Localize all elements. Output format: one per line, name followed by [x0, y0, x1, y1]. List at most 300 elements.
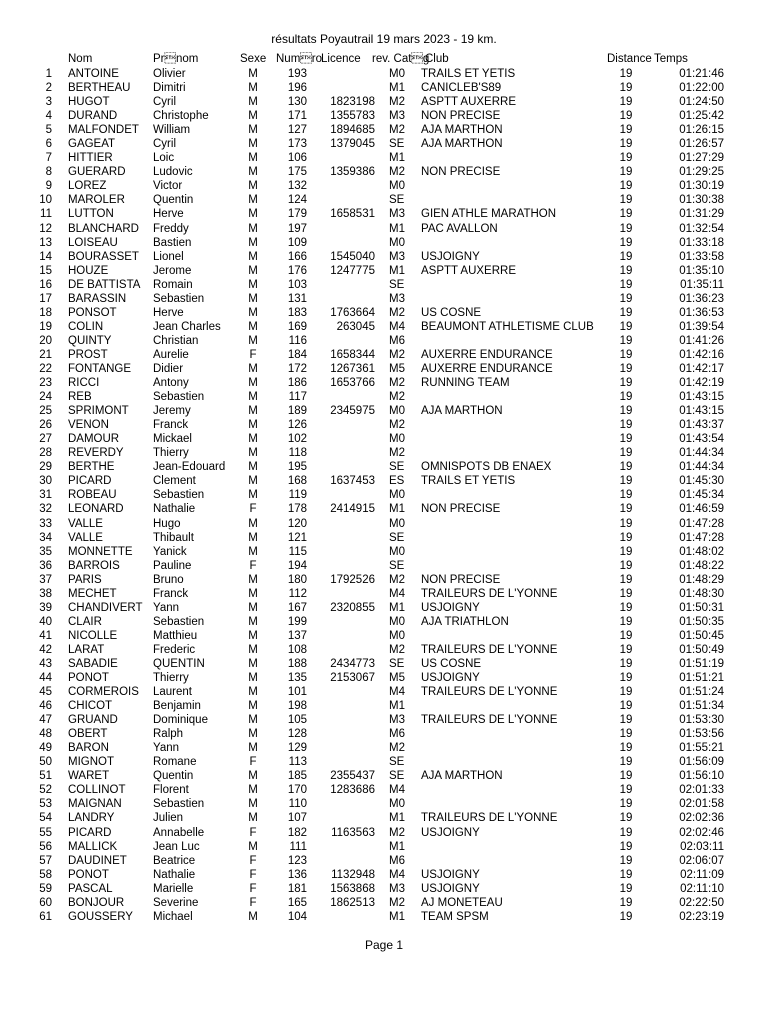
cell-categorie: M6 [389, 334, 405, 347]
cell-nom: SABADIE [68, 657, 118, 670]
cell-sexe: M [248, 320, 258, 333]
cell-categorie: M0 [389, 629, 405, 642]
cell-sexe: M [248, 222, 258, 235]
page-footer: Page 1 [364, 938, 404, 952]
cell-numero: 186 [287, 377, 307, 390]
table-row [0, 320, 768, 334]
cell-place: 51 [39, 770, 52, 783]
cell-numero: 197 [287, 222, 307, 235]
cell-temps: 01:48:29 [679, 573, 724, 586]
cell-club: TRAILS ET YETIS [421, 475, 516, 488]
cell-sexe: M [248, 770, 258, 783]
cell-prenom: Quentin [153, 770, 194, 783]
cell-numero: 195 [287, 461, 307, 474]
cell-sexe: F [249, 826, 257, 839]
table-row [0, 460, 768, 474]
cell-categorie: M1 [389, 264, 405, 277]
table-row [0, 811, 768, 825]
cell-club: AJA MARTHON [421, 770, 503, 783]
cell-distance: 19 [619, 419, 633, 432]
cell-distance: 19 [619, 770, 633, 783]
cell-temps: 01:50:49 [679, 643, 724, 656]
cell-temps: 02:11:10 [680, 882, 724, 895]
cell-club: GIEN ATHLE MARATHON [421, 208, 557, 221]
cell-nom: CHICOT [68, 700, 113, 713]
cell-distance: 19 [619, 854, 633, 867]
cell-nom: DURAND [68, 110, 118, 123]
cell-categorie: M3 [389, 714, 405, 727]
table-row [0, 573, 768, 587]
table-row [0, 517, 768, 531]
cell-sexe: M [248, 629, 258, 642]
cell-temps: 01:33:58 [679, 250, 724, 263]
cell-licence: 1658344 [330, 348, 375, 361]
cell-nom: MONNETTE [68, 545, 133, 558]
cell-club: AJA TRIATHLON [421, 615, 509, 628]
cell-sexe: M [248, 686, 258, 699]
cell-categorie: M1 [389, 82, 405, 95]
cell-numero: 136 [287, 868, 307, 881]
cell-distance: 19 [619, 447, 633, 460]
cell-place: 13 [39, 236, 52, 249]
cell-prenom: Laurent [153, 686, 193, 699]
cell-prenom: Florent [153, 784, 189, 797]
cell-place: 29 [39, 461, 52, 474]
cell-prenom: Beatrice [153, 854, 196, 867]
cell-place: 46 [39, 700, 52, 713]
cell-distance: 19 [619, 686, 633, 699]
cell-place: 24 [39, 391, 52, 404]
cell-club: USJOIGNY [421, 601, 480, 614]
cell-place: 26 [39, 419, 52, 432]
cell-prenom: Thibault [153, 531, 194, 544]
table-row [0, 137, 768, 151]
cell-licence: 1658531 [330, 208, 375, 221]
cell-place: 6 [45, 138, 52, 151]
cell-prenom: Sebastien [153, 292, 205, 305]
cell-place: 40 [39, 615, 52, 628]
cell-distance: 19 [619, 391, 633, 404]
cell-distance: 19 [619, 559, 633, 572]
cell-distance: 19 [619, 250, 633, 263]
cell-temps: 01:56:09 [679, 756, 724, 769]
cell-categorie: M1 [389, 840, 405, 853]
cell-prenom: William [153, 124, 191, 137]
cell-temps: 01:48:02 [679, 545, 724, 558]
table-row [0, 671, 768, 685]
cell-categorie: M4 [389, 587, 405, 600]
cell-categorie: M0 [389, 798, 405, 811]
cell-temps: 01:27:29 [679, 152, 724, 165]
cell-nom: SPRIMONT [68, 405, 129, 418]
cell-temps: 01:43:15 [679, 405, 724, 418]
cell-sexe: M [248, 180, 258, 193]
cell-place: 2 [45, 82, 52, 95]
cell-place: 45 [39, 686, 52, 699]
cell-licence: 2345975 [330, 405, 375, 418]
table-row [0, 601, 768, 615]
cell-categorie: M2 [389, 306, 405, 319]
cell-distance: 19 [619, 882, 633, 895]
cell-numero: 131 [287, 292, 307, 305]
cell-distance: 19 [619, 615, 633, 628]
cell-distance: 19 [619, 68, 633, 80]
cell-numero: 111 [289, 840, 307, 853]
cell-categorie: M2 [389, 377, 405, 390]
cell-temps: 02:23:19 [679, 910, 724, 923]
cell-place: 21 [39, 348, 52, 361]
cell-sexe: M [248, 306, 258, 319]
cell-numero: 180 [287, 573, 307, 586]
cell-categorie: M3 [389, 208, 405, 221]
table-row [0, 531, 768, 545]
cell-prenom: Jean Charles [153, 320, 221, 333]
cell-numero: 168 [287, 475, 307, 488]
cell-club: AJA MARTHON [421, 405, 503, 418]
cell-place: 20 [39, 334, 52, 347]
cell-categorie: M2 [389, 573, 405, 586]
cell-sexe: M [248, 742, 258, 755]
cell-nom: PARIS [68, 573, 102, 586]
table-row [0, 474, 768, 488]
cell-prenom: Ralph [153, 728, 184, 741]
cell-club: AJA MARTHON [421, 124, 503, 137]
cell-sexe: M [248, 391, 258, 404]
cell-nom: MALFONDET [68, 124, 139, 137]
cell-club: CANICLEB'S89 [421, 82, 502, 95]
cell-nom: BOURASSET [68, 250, 139, 263]
cell-place: 19 [39, 320, 52, 333]
cell-distance: 19 [619, 545, 633, 558]
cell-numero: 169 [287, 320, 307, 333]
cell-prenom: Sebastien [153, 489, 205, 502]
cell-prenom: Olivier [153, 68, 186, 80]
cell-nom: ANTOINE [68, 68, 119, 80]
cell-club: BEAUMONT ATHLETISME CLUB [421, 320, 594, 333]
cell-numero: 170 [287, 784, 307, 797]
cell-sexe: M [248, 798, 258, 811]
cell-temps: 01:51:19 [679, 657, 724, 670]
cell-temps: 01:35:10 [679, 264, 724, 277]
header-temps: Temps [654, 53, 688, 65]
cell-club: USJOIGNY [421, 882, 480, 895]
cell-distance: 19 [619, 489, 633, 502]
cell-place: 18 [39, 306, 52, 319]
cell-numero: 109 [287, 236, 307, 249]
cell-nom: REVERDY [68, 447, 124, 460]
cell-temps: 02:06:07 [679, 854, 724, 867]
cell-club: USJOIGNY [421, 250, 480, 263]
cell-prenom: Jerome [153, 264, 192, 277]
cell-nom: VENON [68, 419, 109, 432]
cell-distance: 19 [619, 138, 633, 151]
table-row [0, 376, 768, 390]
table-row [0, 222, 768, 236]
table-row [0, 81, 768, 95]
table-row [0, 179, 768, 193]
cell-numero: 175 [287, 166, 307, 179]
cell-numero: 179 [287, 208, 307, 221]
table-row [0, 123, 768, 137]
cell-categorie: M1 [389, 601, 405, 614]
cell-nom: NICOLLE [68, 629, 118, 642]
cell-temps: 01:45:30 [679, 475, 724, 488]
cell-club: TRAILEURS DE L'YONNE [421, 587, 558, 600]
cell-temps: 01:35:11 [680, 278, 724, 291]
cell-numero: 178 [287, 503, 307, 516]
table-row [0, 306, 768, 320]
table-row [0, 278, 768, 292]
cell-club: ASPTT AUXERRE [421, 96, 517, 109]
cell-club: TRAILEURS DE L'YONNE [421, 714, 558, 727]
table-row [0, 910, 768, 924]
table-row [0, 67, 768, 81]
cell-licence: 1545040 [330, 250, 375, 263]
cell-distance: 19 [619, 433, 633, 446]
cell-numero: 196 [287, 82, 307, 95]
cell-temps: 02:03:11 [680, 840, 724, 853]
cell-temps: 01:45:34 [679, 489, 724, 502]
cell-categorie: M2 [389, 419, 405, 432]
cell-temps: 02:02:46 [679, 826, 724, 839]
cell-prenom: Herve [153, 306, 184, 319]
cell-categorie: M5 [389, 362, 405, 375]
table-row [0, 559, 768, 573]
cell-nom: LANDRY [68, 812, 115, 825]
cell-place: 38 [39, 587, 52, 600]
cell-numero: 115 [288, 545, 307, 558]
cell-numero: 102 [287, 433, 307, 446]
cell-club: AUXERRE ENDURANCE [421, 348, 553, 361]
cell-place: 7 [45, 152, 52, 165]
cell-distance: 19 [619, 362, 633, 375]
cell-sexe: M [248, 68, 258, 80]
cell-place: 35 [39, 545, 52, 558]
cell-sexe: M [248, 672, 258, 685]
header-nom: Nom [68, 53, 93, 65]
cell-prenom: Thierry [153, 447, 189, 460]
cell-numero: 130 [287, 96, 307, 109]
cell-distance: 19 [619, 377, 633, 390]
cell-prenom: Romane [153, 756, 197, 769]
cell-place: 15 [39, 264, 52, 277]
cell-sexe: M [248, 545, 258, 558]
cell-prenom: Romain [153, 278, 193, 291]
cell-place: 16 [39, 278, 52, 291]
cell-prenom: QUENTIN [153, 657, 205, 670]
cell-distance: 19 [619, 784, 633, 797]
cell-distance: 19 [619, 798, 633, 811]
header-licence: Licence [321, 53, 361, 65]
cell-nom: PROST [68, 348, 108, 361]
cell-numero: 107 [287, 812, 307, 825]
cell-licence: 1267361 [330, 362, 375, 375]
cell-prenom: Yanick [153, 545, 187, 558]
cell-sexe: M [248, 489, 258, 502]
table-row [0, 390, 768, 404]
cell-categorie: M4 [389, 686, 405, 699]
cell-place: 42 [39, 643, 52, 656]
cell-club: AJA MARTHON [421, 138, 503, 151]
cell-temps: 01:47:28 [679, 531, 724, 544]
cell-numero: 185 [287, 770, 307, 783]
cell-distance: 19 [619, 96, 633, 109]
table-row [0, 446, 768, 460]
cell-club: AUXERRE ENDURANCE [421, 362, 553, 375]
table-row [0, 587, 768, 601]
cell-prenom: Yann [153, 742, 180, 755]
cell-numero: 183 [287, 306, 307, 319]
cell-sexe: F [249, 896, 257, 909]
cell-sexe: M [248, 82, 258, 95]
cell-temps: 01:53:30 [679, 714, 724, 727]
cell-club: USJOIGNY [421, 672, 480, 685]
cell-distance: 19 [619, 672, 633, 685]
cell-numero: 105 [287, 714, 307, 727]
cell-categorie: M3 [389, 882, 405, 895]
table-row [0, 95, 768, 109]
table-row [0, 348, 768, 362]
cell-nom: PICARD [68, 475, 112, 488]
cell-nom: LARAT [68, 643, 105, 656]
cell-temps: 01:30:38 [679, 194, 724, 207]
cell-prenom: Quentin [153, 194, 194, 207]
cell-prenom: Franck [153, 587, 189, 600]
cell-prenom: Pauline [153, 559, 192, 572]
cell-place: 53 [39, 798, 52, 811]
cell-prenom: Marielle [153, 882, 194, 895]
cell-distance: 19 [619, 503, 633, 516]
cell-categorie: M1 [389, 910, 405, 923]
cell-distance: 19 [619, 152, 633, 165]
cell-categorie: M0 [389, 180, 405, 193]
cell-prenom: Loic [153, 152, 175, 165]
cell-distance: 19 [619, 601, 633, 614]
cell-nom: PONSOT [68, 306, 117, 319]
cell-prenom: Bruno [153, 573, 184, 586]
cell-nom: LUTTON [68, 208, 114, 221]
cell-categorie: M4 [389, 868, 405, 881]
cell-distance: 19 [619, 475, 633, 488]
table-row [0, 741, 768, 755]
cell-licence: 1823198 [330, 96, 375, 109]
cell-club: TRAILEURS DE L'YONNE [421, 643, 558, 656]
cell-licence: 2153067 [330, 672, 375, 685]
cell-categorie: SE [389, 657, 405, 670]
cell-numero: 167 [287, 601, 307, 614]
cell-prenom: Michael [153, 910, 193, 923]
cell-distance: 19 [619, 657, 633, 670]
cell-licence: 1894685 [330, 124, 375, 137]
cell-temps: 01:33:18 [679, 236, 724, 249]
cell-numero: 193 [287, 68, 307, 80]
cell-numero: 189 [287, 405, 307, 418]
cell-temps: 02:02:36 [679, 812, 724, 825]
cell-club: TRAILS ET YETIS [421, 68, 516, 80]
cell-categorie: M2 [389, 643, 405, 656]
cell-sexe: M [248, 292, 258, 305]
cell-place: 49 [39, 742, 52, 755]
cell-categorie: M6 [389, 854, 405, 867]
cell-categorie: M2 [389, 896, 405, 909]
cell-nom: VALLE [68, 517, 103, 530]
cell-temps: 01:48:30 [679, 587, 724, 600]
cell-club: NON PRECISE [421, 110, 501, 123]
header-sexe: Sexe [240, 53, 267, 65]
table-row [0, 868, 768, 882]
cell-distance: 19 [619, 629, 633, 642]
cell-nom: BONJOUR [68, 896, 125, 909]
table-row [0, 685, 768, 699]
cell-distance: 19 [619, 348, 633, 361]
cell-numero: 135 [287, 672, 307, 685]
cell-sexe: F [249, 559, 257, 572]
cell-place: 56 [39, 840, 52, 853]
cell-nom: DE BATTISTA [68, 278, 141, 291]
cell-distance: 19 [619, 110, 633, 123]
cell-temps: 02:01:33 [679, 784, 724, 797]
cell-sexe: M [248, 110, 258, 123]
cell-sexe: M [248, 362, 258, 375]
table-row [0, 713, 768, 727]
cell-prenom: Ludovic [153, 166, 193, 179]
cell-nom: GOUSSERY [68, 910, 133, 923]
header-categorie: rev. Catg [372, 53, 430, 65]
cell-distance: 19 [619, 700, 633, 713]
cell-temps: 01:39:54 [679, 320, 724, 333]
table-row [0, 643, 768, 657]
cell-prenom: Yann [153, 601, 180, 614]
cell-nom: LOREZ [68, 180, 107, 193]
cell-place: 32 [39, 503, 52, 516]
cell-place: 54 [39, 812, 52, 825]
cell-nom: ROBEAU [68, 489, 117, 502]
cell-prenom: Matthieu [153, 629, 198, 642]
cell-prenom: Jean Luc [153, 840, 200, 853]
cell-numero: 118 [288, 447, 307, 460]
table-row [0, 826, 768, 840]
cell-temps: 01:51:21 [679, 672, 724, 685]
cell-nom: DAUDINET [68, 854, 127, 867]
cell-prenom: Bastien [153, 236, 192, 249]
table-row [0, 629, 768, 643]
cell-licence: 1359386 [330, 166, 375, 179]
cell-distance: 19 [619, 840, 633, 853]
cell-place: 36 [39, 559, 52, 572]
cell-temps: 01:43:54 [679, 433, 724, 446]
cell-sexe: M [248, 264, 258, 277]
cell-sexe: M [248, 643, 258, 656]
cell-numero: 108 [287, 643, 307, 656]
cell-nom: CHANDIVERT [68, 601, 143, 614]
cell-numero: 123 [287, 854, 307, 867]
cell-temps: 01:51:24 [679, 686, 724, 699]
cell-licence: 1247775 [330, 264, 375, 277]
cell-nom: CLAIR [68, 615, 102, 628]
cell-prenom: Cyril [153, 138, 176, 151]
cell-numero: 199 [287, 615, 307, 628]
cell-sexe: M [248, 152, 258, 165]
cell-place: 31 [39, 489, 52, 502]
cell-sexe: M [248, 475, 258, 488]
cell-prenom: Franck [153, 419, 189, 432]
cell-temps: 01:43:37 [679, 419, 724, 432]
table-row [0, 840, 768, 854]
cell-club: NON PRECISE [421, 573, 501, 586]
table-row [0, 404, 768, 418]
cell-prenom: Freddy [153, 222, 189, 235]
cell-place: 3 [45, 96, 52, 109]
